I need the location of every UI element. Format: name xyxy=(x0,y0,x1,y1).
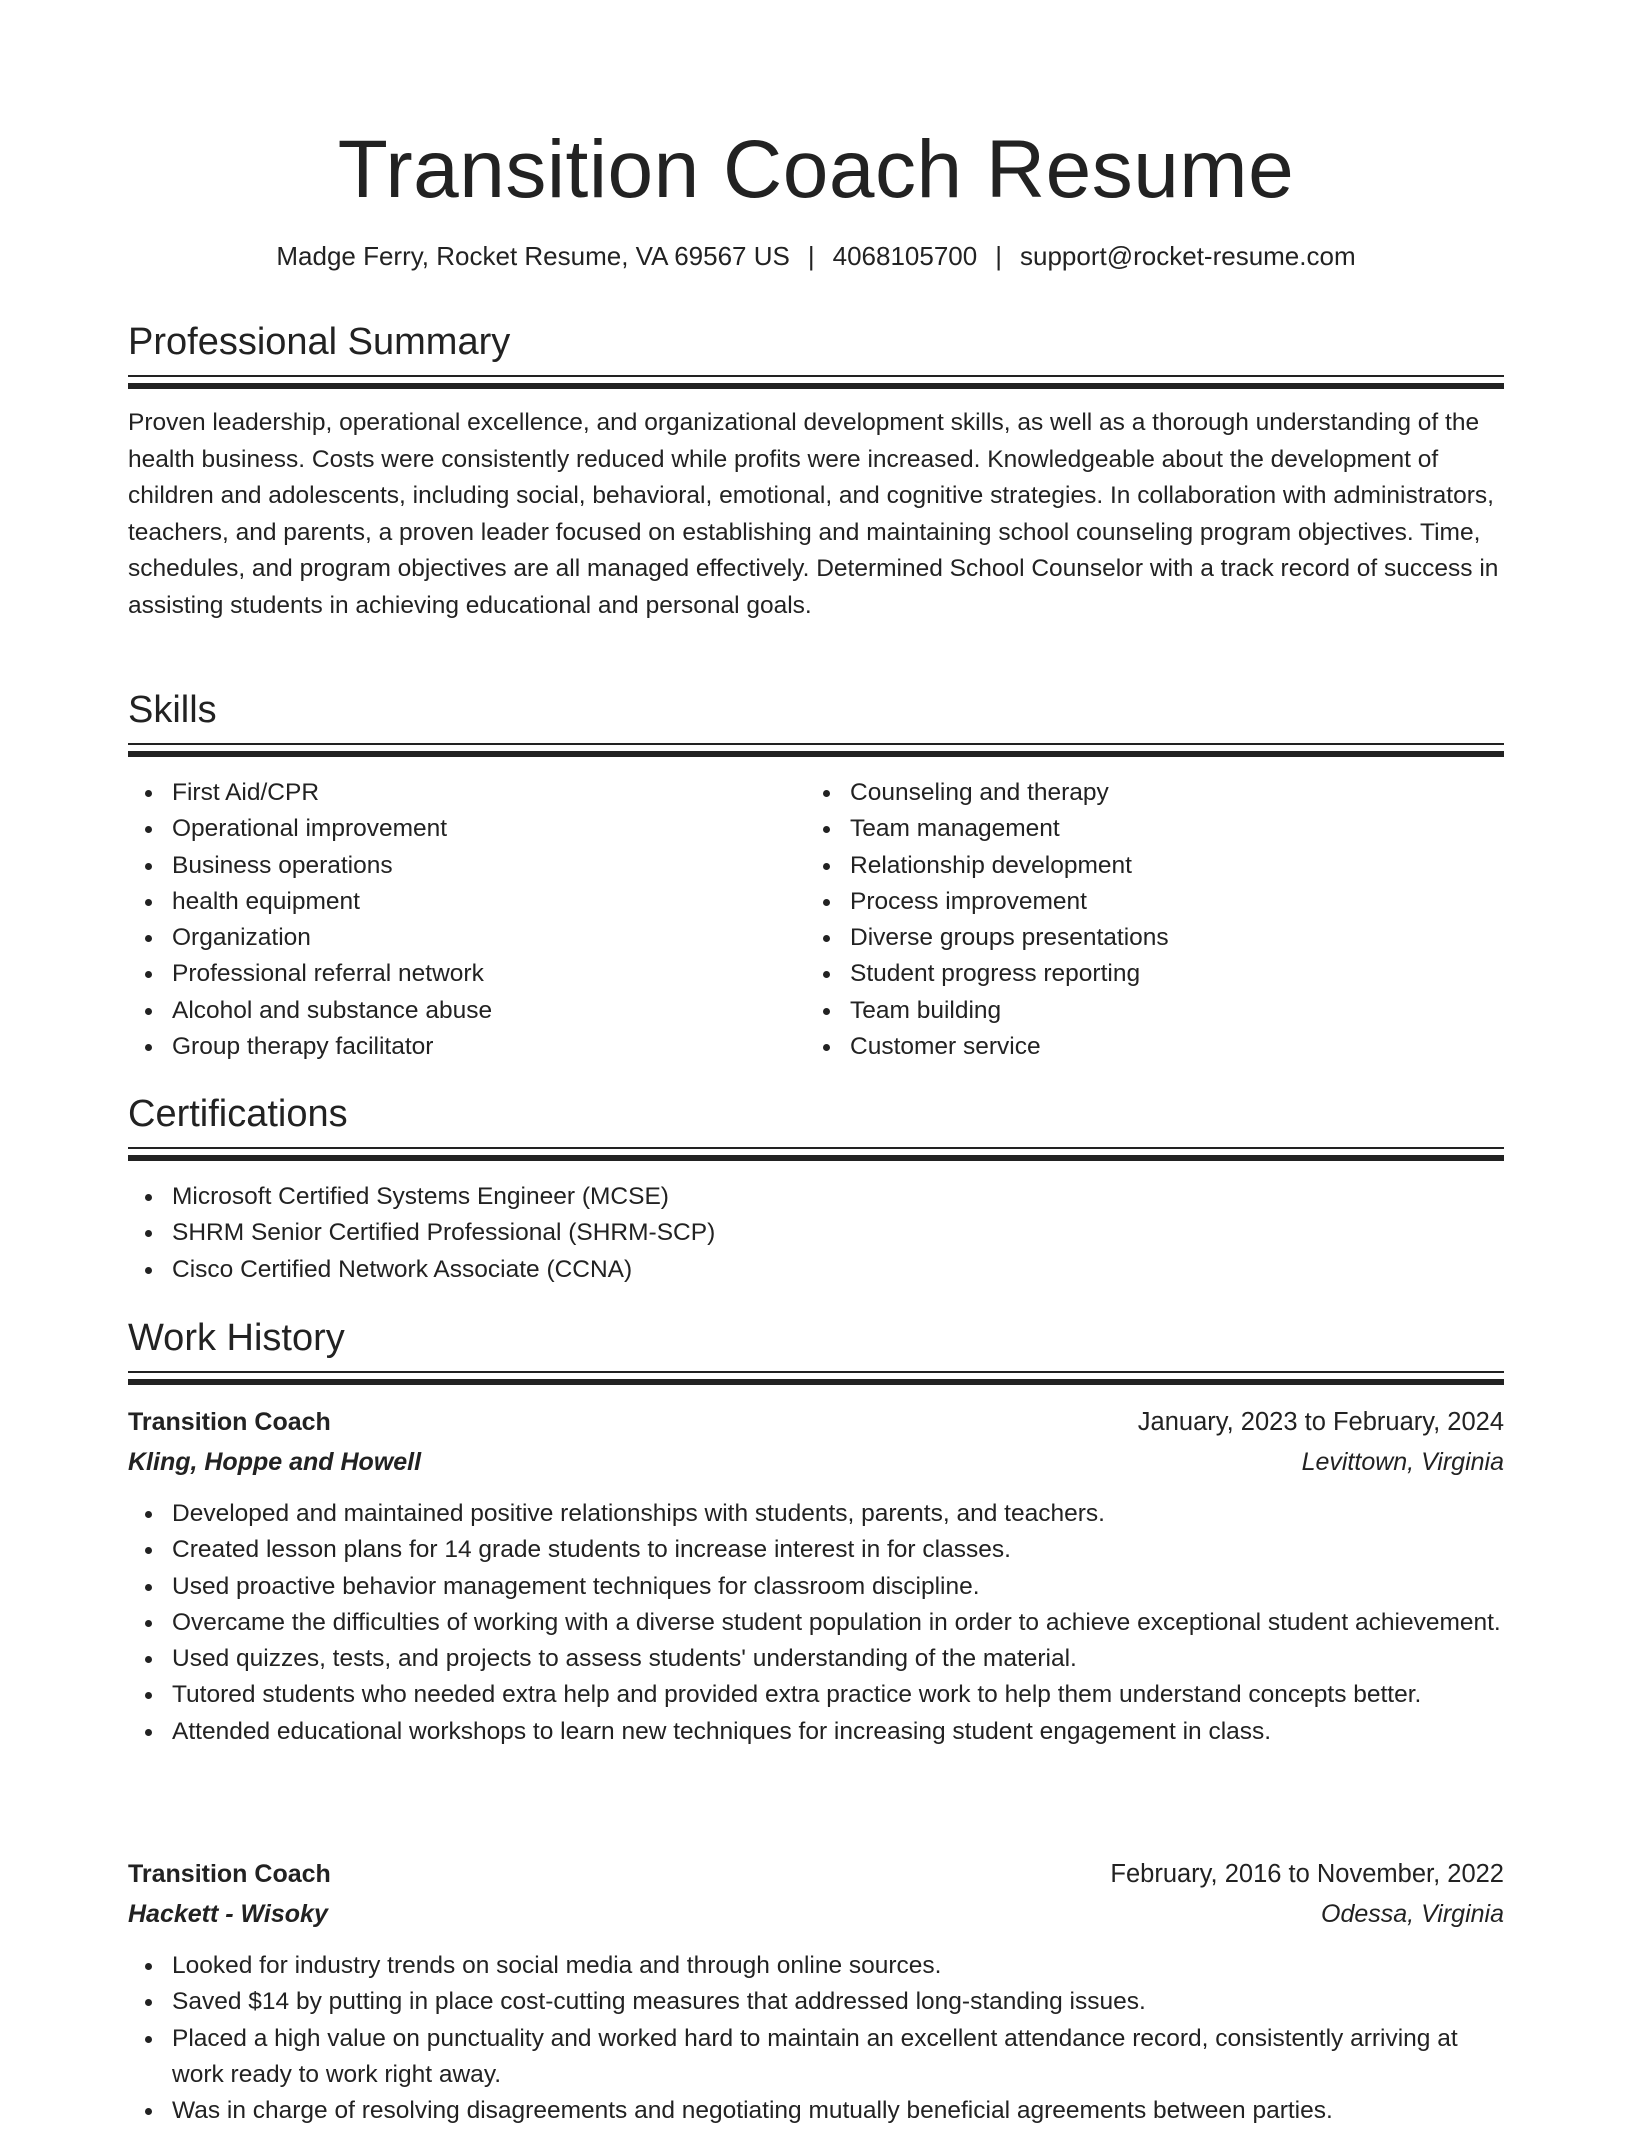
section-heading: Skills xyxy=(128,689,217,731)
skill-item: Operational improvement xyxy=(128,811,788,847)
skills-right-column xyxy=(806,775,1466,1065)
job-title: Transition Coach xyxy=(128,1860,331,1888)
skill-item: Counseling and therapy xyxy=(806,775,1466,811)
job-dates: January, 2023 to February, 2024 xyxy=(1137,1408,1504,1436)
contact-phone: 4068105700 xyxy=(832,241,978,271)
job-location: Odessa, Virginia xyxy=(1321,1900,1504,1928)
section-divider xyxy=(128,1371,1504,1373)
job-duty-item: Used quizzes, tests, and projects to assess students' understanding of the material. xyxy=(128,1641,1504,1677)
skill-item: Group therapy facilitator xyxy=(128,1029,788,1065)
certifications-list xyxy=(128,1179,1504,1288)
resume-title: Transition Coach Resume xyxy=(337,124,1295,215)
certifications-section-header xyxy=(128,1089,1504,1139)
job-duty-item: Tutored students who needed extra help and provided extra practice work to help them understand concepts better. xyxy=(128,1677,1504,1713)
skill-item: Team building xyxy=(806,993,1466,1029)
skill-item: Organization xyxy=(128,920,788,956)
section-divider xyxy=(128,375,1504,377)
section-divider xyxy=(128,383,1504,389)
job-duty-item: Looked for industry trends on social media and through online sources. xyxy=(128,1948,1504,1984)
skill-item: Business operations xyxy=(128,848,788,884)
skills-left-column xyxy=(128,775,788,1065)
job-duty-item: Created lesson plans for 14 grade students to increase interest in for classes. xyxy=(128,1532,1504,1568)
section-divider xyxy=(128,1379,1504,1385)
job-duty-item: Used proactive behavior management techniques for classroom discipline. xyxy=(128,1569,1504,1605)
contact-line xyxy=(128,236,1504,276)
section-heading: Certifications xyxy=(128,1093,348,1135)
job-duties-list xyxy=(128,1948,1504,2129)
skill-item: Process improvement xyxy=(806,884,1466,920)
certification-item: Cisco Certified Network Associate (CCNA) xyxy=(128,1252,1504,1288)
skill-item: Student progress reporting xyxy=(806,956,1466,992)
section-divider xyxy=(128,751,1504,757)
skill-item: Team management xyxy=(806,811,1466,847)
job-duty-item: Was in charge of resolving disagreements and negotiating mutually beneficial agreements between parties. xyxy=(128,2093,1504,2129)
job-duties-list xyxy=(128,1496,1504,1750)
summary-section-header xyxy=(128,317,1504,367)
section-heading: Work History xyxy=(128,1317,345,1359)
section-divider xyxy=(128,743,1504,745)
job-title: Transition Coach xyxy=(128,1408,331,1436)
skill-item: Diverse groups presentations xyxy=(806,920,1466,956)
contact-separator: | xyxy=(807,241,815,271)
skills-section-header xyxy=(128,685,1504,735)
job-duty-item: Saved $14 by putting in place cost-cutting measures that addressed long-standing issues. xyxy=(128,1984,1504,2020)
job-duty-item: Attended educational workshops to learn new techniques for increasing student engagement in class. xyxy=(128,1714,1504,1750)
contact-email: support@rocket-resume.com xyxy=(1020,241,1356,271)
job-company: Kling, Hoppe and Howell xyxy=(128,1448,422,1476)
job-duty-item: Developed and maintained positive relationships with students, parents, and teachers. xyxy=(128,1496,1504,1532)
summary-text: Proven leadership, operational excellence, and organizational development skills, as well as a thorough understanding of the health business. Costs were consistently reduced while profits were increased. Knowledgeable about the development of children and adolescents, including social, behavioral, emotional, and cognitive strategies. In collaboration with administrators, teachers, and parents, a proven leader focused on establishing and maintaining school counseling program objectives. Time, schedules, and program objectives are all managed effectively. Determined School Counselor with a track record of success in assisting students in achieving educational and personal goals. xyxy=(128,409,1499,619)
skill-item: First Aid/CPR xyxy=(128,775,788,811)
section-heading: Professional Summary xyxy=(128,321,511,363)
skill-item: Alcohol and substance abuse xyxy=(128,993,788,1029)
job-dates: February, 2016 to November, 2022 xyxy=(1110,1860,1504,1888)
skill-item: Relationship development xyxy=(806,848,1466,884)
contact-address: Madge Ferry, Rocket Resume, VA 69567 US xyxy=(276,241,790,271)
certification-item: Microsoft Certified Systems Engineer (MCSE) xyxy=(128,1179,1504,1215)
section-divider xyxy=(128,1147,1504,1149)
skill-item: Professional referral network xyxy=(128,956,788,992)
skill-item: health equipment xyxy=(128,884,788,920)
job-location: Levittown, Virginia xyxy=(1301,1448,1504,1476)
job-company: Hackett - Wisoky xyxy=(128,1900,328,1928)
job-duty-item: Overcame the difficulties of working with a diverse student population in order to achieve exceptional student achievement. xyxy=(128,1605,1504,1641)
section-divider xyxy=(128,1155,1504,1161)
work-history-section-header xyxy=(128,1313,1504,1363)
skill-item: Customer service xyxy=(806,1029,1466,1065)
contact-separator: | xyxy=(995,241,1002,271)
certification-item: SHRM Senior Certified Professional (SHRM-SCP) xyxy=(128,1215,1504,1251)
job-duty-item: Placed a high value on punctuality and worked hard to maintain an excellent attendance record, consistently arriving at work ready to work right away. xyxy=(128,2021,1504,2094)
